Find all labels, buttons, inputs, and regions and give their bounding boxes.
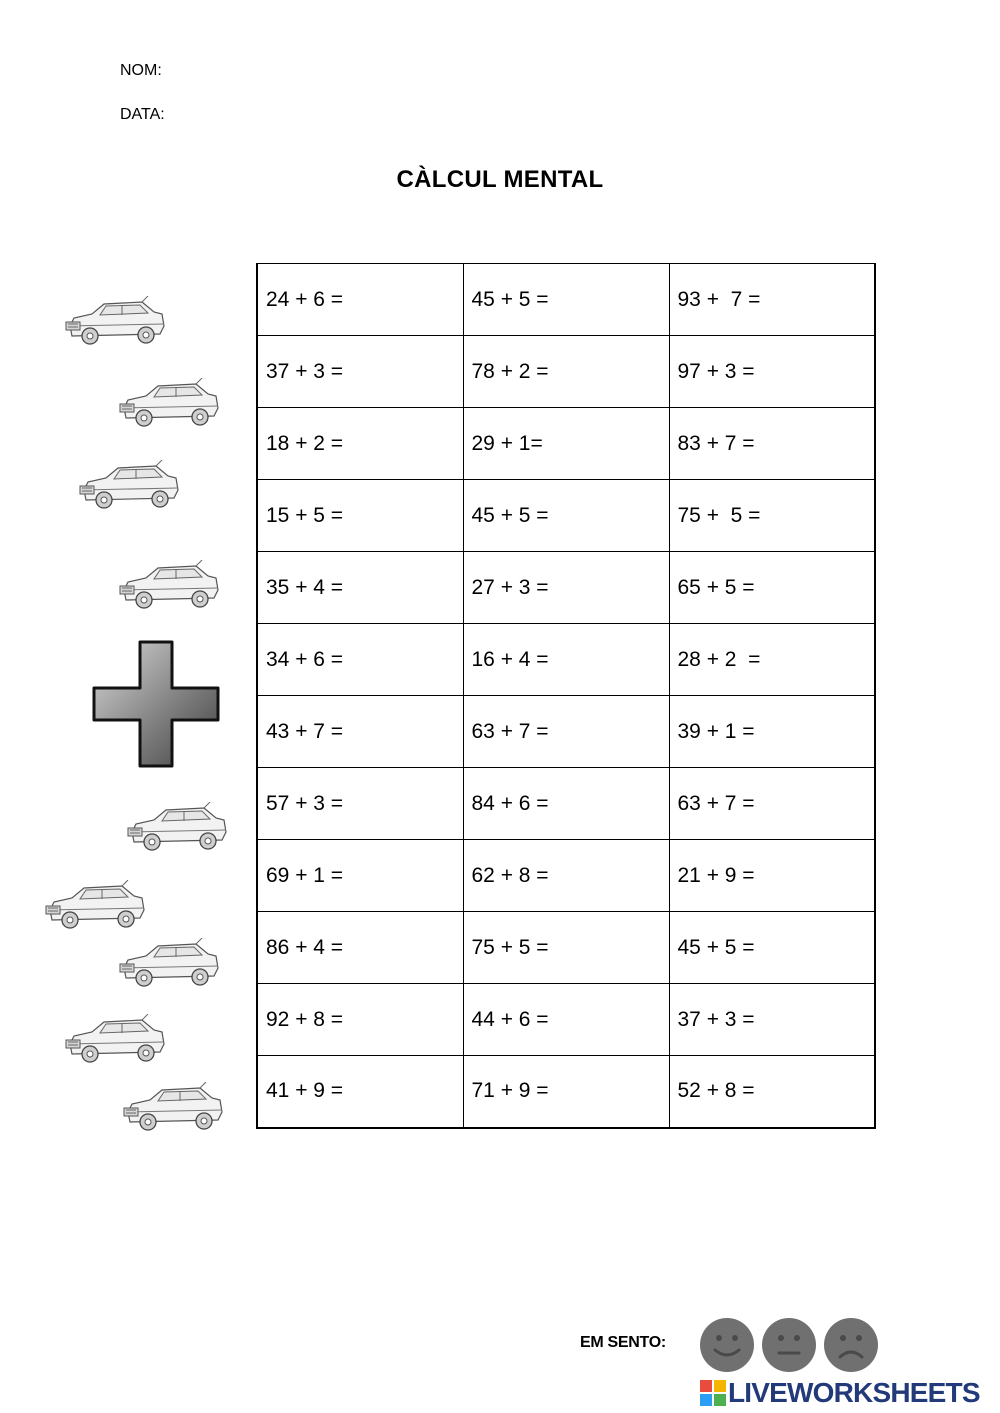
car-icon: [118, 378, 222, 430]
exercise-cell[interactable]: 63 + 7 =: [463, 696, 669, 768]
mood-label: EM SENTO:: [580, 1334, 666, 1351]
happy-face-icon[interactable]: [700, 1318, 754, 1372]
car-icon: [78, 460, 182, 512]
exercise-cell[interactable]: 35 + 4 =: [257, 552, 463, 624]
car-icon: [118, 560, 222, 612]
car-icon: [118, 938, 222, 990]
exercise-cell[interactable]: 92 + 8 =: [257, 984, 463, 1056]
exercise-cell[interactable]: 18 + 2 =: [257, 408, 463, 480]
brand-name: LIVEWORKSHEETS: [728, 1377, 980, 1408]
exercise-cell[interactable]: 45 + 5 =: [463, 264, 669, 336]
page-title: CÀLCUL MENTAL: [396, 166, 604, 193]
neutral-face-icon[interactable]: [762, 1318, 816, 1372]
exercise-cell[interactable]: 75 + 5 =: [463, 912, 669, 984]
exercise-row: [257, 768, 875, 840]
exercise-cell[interactable]: 97 + 3 =: [669, 336, 875, 408]
exercise-cell[interactable]: 15 + 5 =: [257, 480, 463, 552]
exercise-cell[interactable]: 71 + 9 =: [463, 1056, 669, 1128]
exercise-row: [257, 408, 875, 480]
name-label: NOM:: [120, 62, 162, 79]
car-icon: [126, 802, 230, 854]
exercise-cell[interactable]: 69 + 1 =: [257, 840, 463, 912]
exercise-row: [257, 264, 875, 336]
brand-logo[interactable]: [700, 1378, 980, 1408]
exercise-cell[interactable]: 43 + 7 =: [257, 696, 463, 768]
exercise-cell[interactable]: 86 + 4 =: [257, 912, 463, 984]
car-icon: [64, 296, 168, 348]
exercise-cell[interactable]: 75 + 5 =: [669, 480, 875, 552]
exercise-cell[interactable]: 52 + 8 =: [669, 1056, 875, 1128]
exercise-cell[interactable]: 41 + 9 =: [257, 1056, 463, 1128]
sad-face-icon[interactable]: [824, 1318, 878, 1372]
exercise-row: [257, 984, 875, 1056]
exercise-row: [257, 624, 875, 696]
exercise-cell[interactable]: 44 + 6 =: [463, 984, 669, 1056]
exercise-cell[interactable]: 83 + 7 =: [669, 408, 875, 480]
car-icon: [64, 1014, 168, 1066]
exercise-table: [256, 263, 876, 1129]
exercise-cell[interactable]: 78 + 2 =: [463, 336, 669, 408]
exercise-cell[interactable]: 24 + 6 =: [257, 264, 463, 336]
date-label: DATA:: [120, 106, 165, 123]
exercise-cell[interactable]: 65 + 5 =: [669, 552, 875, 624]
exercise-cell[interactable]: 37 + 3 =: [669, 984, 875, 1056]
exercise-cell[interactable]: 62 + 8 =: [463, 840, 669, 912]
exercise-row: [257, 840, 875, 912]
exercise-cell[interactable]: 27 + 3 =: [463, 552, 669, 624]
exercise-row: [257, 552, 875, 624]
exercise-cell[interactable]: 39 + 1 =: [669, 696, 875, 768]
car-icon: [44, 880, 148, 932]
exercise-cell[interactable]: 34 + 6 =: [257, 624, 463, 696]
plus-icon: [92, 640, 220, 768]
exercise-row: [257, 696, 875, 768]
exercise-cell[interactable]: 16 + 4 =: [463, 624, 669, 696]
exercise-row: [257, 480, 875, 552]
exercise-cell[interactable]: 28 + 2 =: [669, 624, 875, 696]
exercise-cell[interactable]: 93 + 7 =: [669, 264, 875, 336]
exercise-cell[interactable]: 84 + 6 =: [463, 768, 669, 840]
exercise-cell[interactable]: 45 + 5 =: [463, 480, 669, 552]
car-icon: [122, 1082, 226, 1134]
exercise-row: [257, 912, 875, 984]
liveworksheets-logo-icon: [700, 1380, 726, 1406]
exercise-cell[interactable]: 63 + 7 =: [669, 768, 875, 840]
exercise-row: [257, 1056, 875, 1128]
exercise-row: [257, 336, 875, 408]
exercise-cell[interactable]: 29 + 1=: [463, 408, 669, 480]
exercise-cell[interactable]: 45 + 5 =: [669, 912, 875, 984]
exercise-cell[interactable]: 37 + 3 =: [257, 336, 463, 408]
exercise-cell[interactable]: 21 + 9 =: [669, 840, 875, 912]
exercise-cell[interactable]: 57 + 3 =: [257, 768, 463, 840]
